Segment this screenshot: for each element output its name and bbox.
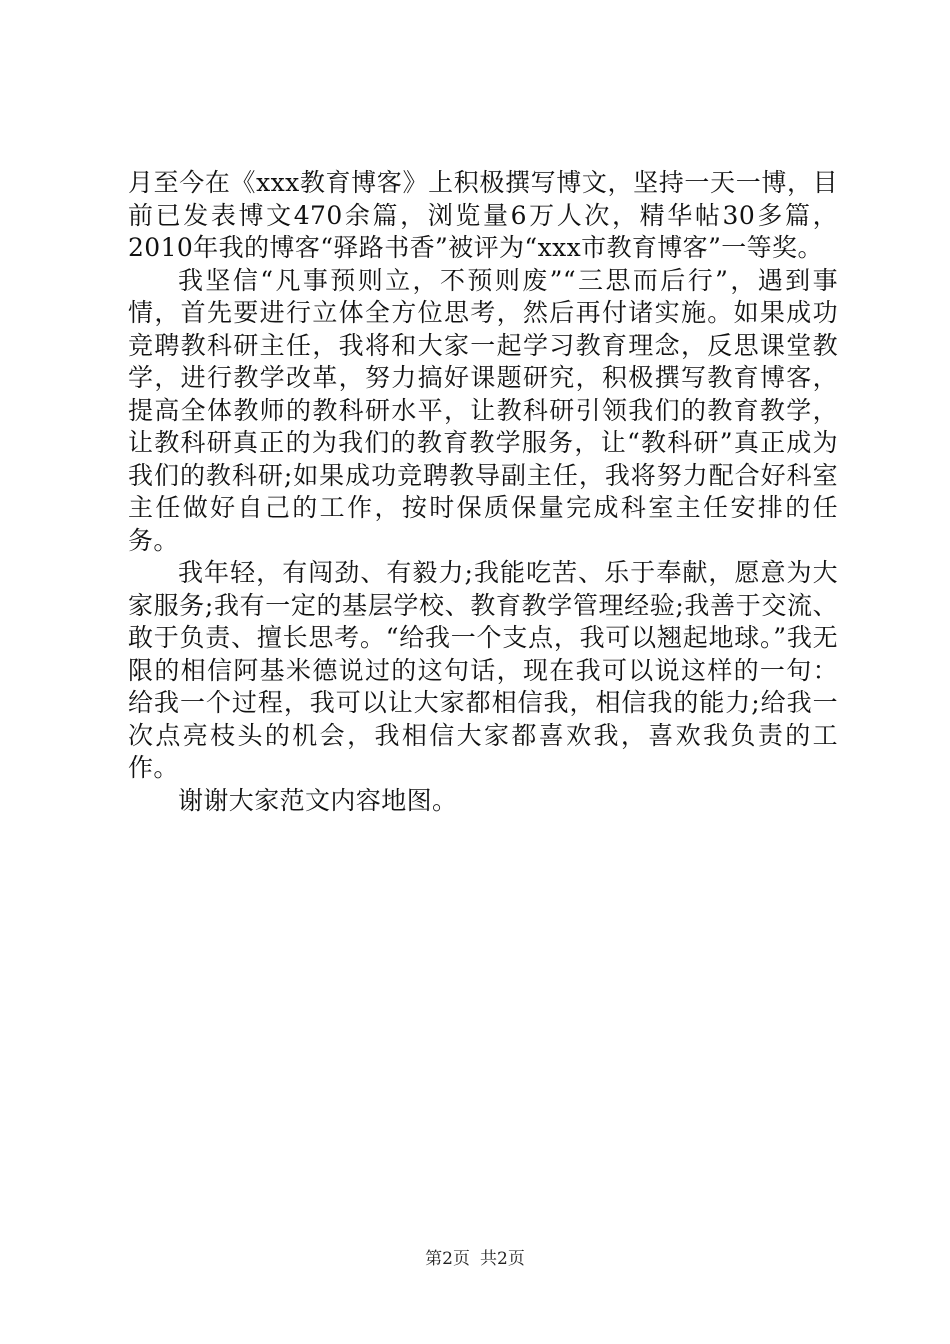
- page-number: 第2页: [425, 1249, 470, 1269]
- paragraph-1: 月至今在《xxx教育博客》上积极撰写博文，坚持一天一博，目前已发表博文470余篇，浏览量6万人次，精华帖30多篇，2010年我的博客“驿路书香”被评为“xxx市教育博客”一等奖。: [128, 168, 838, 262]
- paragraph-3: 我年轻，有闯劲、有毅力;我能吃苦、乐于奉献，愿意为大家服务;我有一定的基层学校、教育教学管理经验;我善于交流、敢于负责、擅长思考。“给我一个支点，我可以翘起地球。”我无限的相信阿基米德说过的这句话，现在我可以说这样的一句：给我一个过程，我可以让大家都相信我，相信我的能力;给我一次点亮枝头的机会，我相信大家都喜欢我，喜欢我负责的工作。: [128, 558, 838, 782]
- page-footer: [0, 1244, 950, 1269]
- page-total: 共2页: [480, 1249, 525, 1269]
- document-body: [128, 167, 838, 817]
- paragraph-2: 我坚信“凡事预则立，不预则废”“三思而后行”，遇到事情，首先要进行立体全方位思考，然后再付诸实施。如果成功竞聘教科研主任，我将和大家一起学习教育理念，反思课堂教学，进行教学改革，努力搞好课题研究，积极撰写教育博客，提高全体教师的教科研水平，让教科研引领我们的教育教学，让教科研真正的为我们的教育教学服务，让“教科研”真正成为我们的教科研;如果成功竞聘教导副主任，我将努力配合好科室主任做好自己的工作，按时保质保量完成科室主任安排的任务。: [128, 265, 838, 555]
- paragraph-4: 谢谢大家范文内容地图。: [178, 785, 458, 815]
